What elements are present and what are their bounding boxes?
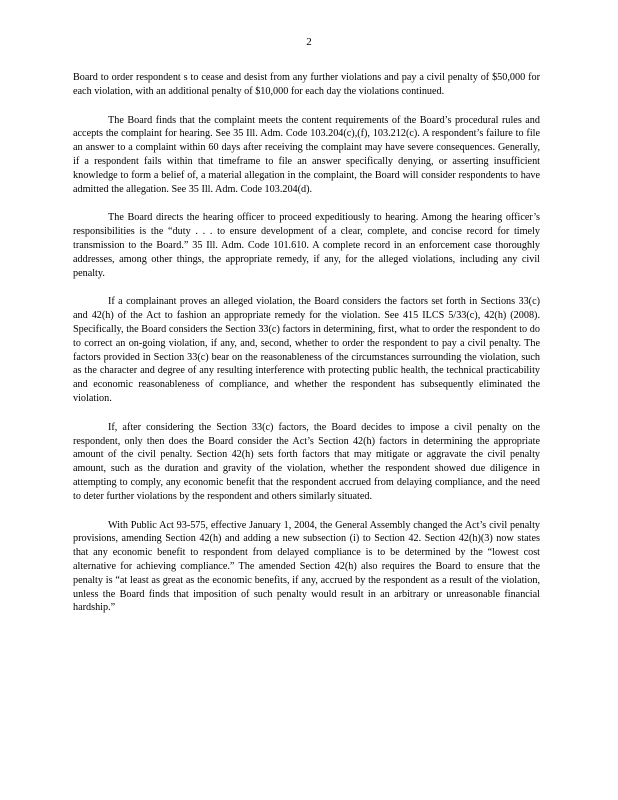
paragraph-3: The Board directs the hearing officer to proceed expeditiously to hearing. Among the hearing officer’s responsibilities is the “duty . . . to ensure development of a clear, complete, and concise record for timely transmission to the Board.” 35 Ill. Adm. Code 101.610. A complete record in an enforcement case thoroughly addresses, among other things, the appropriate remedy, if any, for the alleged violations, including any civil penalty. — [73, 212, 540, 279]
paragraph-6: With Public Act 93-575, effective January 1, 2004, the General Assembly changed the Act’s civil penalty provisions, amending Section 42(h) and adding a new subsection (i) to Section 42. Section 42(h)(3) now states that any economic benefit to respondent from delayed compliance is to be determined by the “lowest cost alternative for achieving compliance.” The amended Section 42(h) also requires the Board to ensure that the penalty is “at least as great as the economic benefits, if any, accrued by the respondent as a result of the violation, unless the Board finds that imposition of such penalty would result in an arbitrary or unreasonable financial hardship.” — [73, 519, 540, 614]
document-body — [73, 71, 540, 630]
paragraph-5: If, after considering the Section 33(c) factors, the Board decides to impose a civil penalty on the respondent, only then does the Board consider the Act’s Section 42(h) factors in determining the appropriate amount of the civil penalty. Section 42(h) sets forth factors that may mitigate or aggravate the civil penalty amount, such as the duration and gravity of the violation, whether the respondent showed due diligence in attempting to comply, any economic benefit that the respondent accrued from delaying compliance, and the need to deter further violations by the respondent and others similarly situated. — [73, 421, 540, 502]
paragraph-4: If a complainant proves an alleged violation, the Board considers the factors set forth in Sections 33(c) and 42(h) of the Act to fashion an appropriate remedy for the violation. See 415 ILCS 5/33(c), 42(h) (2008). Specifically, the Board considers the Section 33(c) factors in determining, first, what to order the respondent to do to correct an on-going violation, if any, and, second, whether to order the respondent to pay a civil penalty. The factors provided in Section 33(c) bear on the reasonableness of the circumstances surrounding the violation, such as the character and degree of any resulting interference with protecting public health, the technical practicability and economic reasonableness of compliance, and whether the respondent has subsequently eliminated the violation. — [73, 296, 540, 404]
page-number: 2 — [306, 36, 312, 48]
paragraph-1: Board to order respondent s to cease and desist from any further violations and pay a civil penalty of $50,000 for each violation, with an additional penalty of $10,000 for each day the violations continued. — [73, 72, 540, 97]
paragraph-2: The Board finds that the complaint meets the content requirements of the Board’s procedural rules and accepts the complaint for hearing. See 35 Ill. Adm. Code 103.204(c),(f), 103.212(c). A respondent’s failure to file an answer to a complaint within 60 days after receiving the complaint may have severe consequences. Generally, if a respondent fails within that timeframe to file an answer specifically denying, or asserting insufficient knowledge to form a belief of, a material allegation in the complaint, the Board will consider respondents to have admitted the allegation. See 35 Ill. Adm. Code 103.204(d). — [73, 114, 540, 195]
